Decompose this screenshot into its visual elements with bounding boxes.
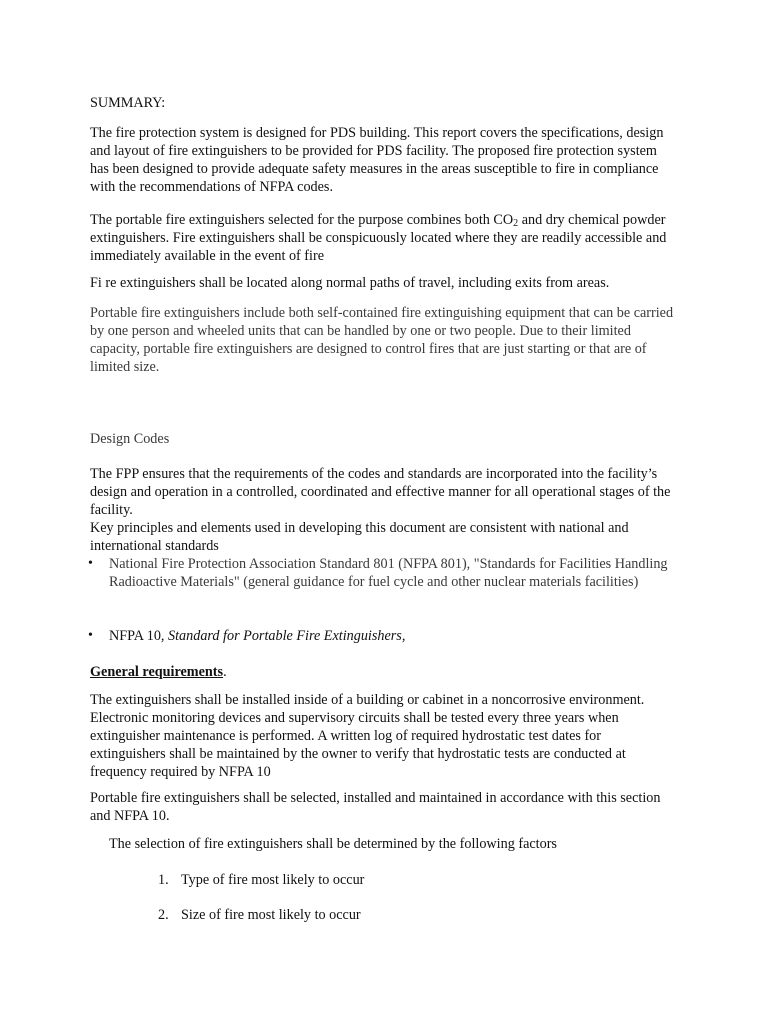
- bullet-item-nfpa-801: National Fire Protection Association Standard 801 (NFPA 801), "Standards for Facilities Handling Radioactive Materials" (general guidance for fuel cycle and other nuclear materials facilities): [109, 556, 668, 590]
- bullet-marker: •: [88, 628, 93, 643]
- general-paragraph-1: The extinguishers shall be installed inside of a building or cabinet in a noncorrosive environment. Electronic monitoring devices and supervisory circuits shall be tested every three years when extinguisher maintenance is performed. A written log of required hydrostatic test dates for extinguishers shall be maintained by the owner to verify that hydrostatic tests are conducted at frequency required by NFPA 10: [90, 692, 645, 780]
- bullet-marker: •: [88, 556, 93, 571]
- general-paragraph-3: The selection of fire extinguishers shall be determined by the following factors: [109, 836, 557, 852]
- factor-number: 2.: [158, 907, 169, 923]
- factor-item: Size of fire most likely to occur: [181, 907, 361, 923]
- general-paragraph-2: Portable fire extinguishers shall be selected, installed and maintained in accordance with this section and NFPA 10.: [90, 790, 661, 824]
- summary-paragraph-4: Portable fire extinguishers include both self-contained fire extinguishing equipment that can be carried by one person and wheeled units that can be handled by one or two people. Due to their limited capacity, portable fire extinguishers are designed to control fires that are just starting or that are of limited size.: [90, 305, 674, 375]
- factor-number: 1.: [158, 872, 169, 888]
- bullet-item-nfpa-10: NFPA 10, Standard for Portable Fire Extinguishers,: [109, 628, 406, 644]
- design-codes-paragraph-1: The FPP ensures that the requirements of the codes and standards are incorporated into the facility’s design and operation in a controlled, coordinated and effective manner for all operational stages of the facility.: [90, 466, 671, 518]
- summary-paragraph-2: The portable fire extinguishers selected for the purpose combines both $CO_2$ and dry chemical powder extinguishers. Fire extinguishers shall be conspicuously located where they are readily accessible and immediately available in the event of fire: [90, 212, 667, 264]
- general-requirements-heading: General requirements.: [90, 664, 227, 680]
- summary-paragraph-1: The fire protection system is designed for PDS building. This report covers the specifications, design and layout of fire extinguishers to be provided for PDS facility. The proposed fire protection system has been designed to provide adequate safety measures in the areas susceptible to fire in compliance with the recommendations of NFPA codes.: [90, 125, 664, 195]
- design-codes-paragraph-2: Key principles and elements used in developing this document are consistent with national and international standards: [90, 520, 629, 554]
- design-codes-heading: Design Codes: [90, 431, 170, 447]
- factor-item: Type of fire most likely to occur: [181, 872, 365, 888]
- summary-paragraph-3: Fi re extinguishers shall be located along normal paths of travel, including exits from areas.: [90, 275, 610, 291]
- summary-heading: SUMMARY:: [90, 95, 166, 111]
